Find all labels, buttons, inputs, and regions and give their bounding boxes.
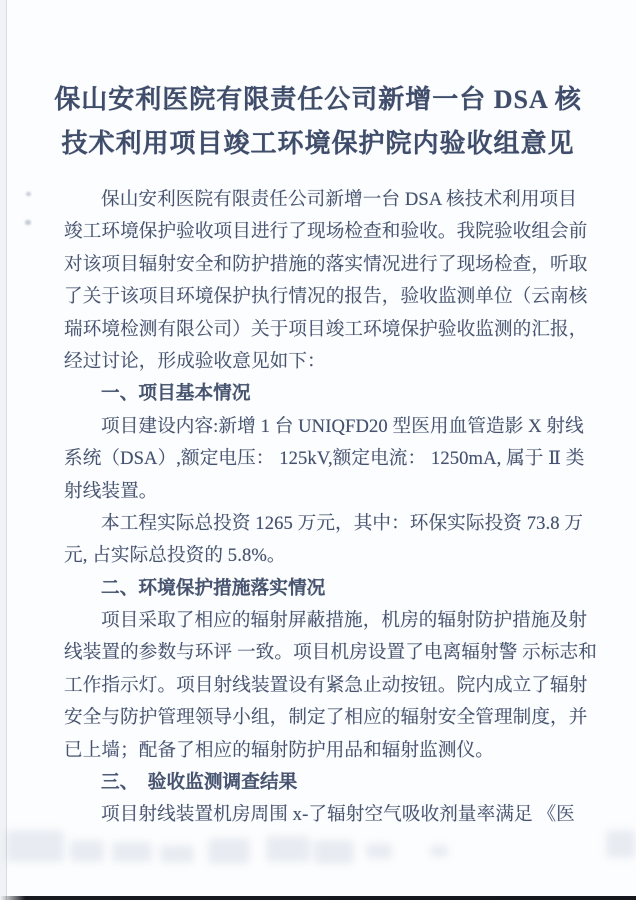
- body-line: 项目射线装置机房周围 x-了辐射空气吸收剂量率满足 《医: [101, 804, 575, 826]
- body-line: 经过讨论，形成验收意见如下：: [64, 350, 326, 372]
- scan-bleedthrough-artifact: [314, 840, 354, 864]
- document-title-line-2: 技术利用项目竣工环境保护院内验收组意见: [61, 129, 575, 158]
- body-line: 射线装置。: [64, 480, 158, 502]
- body-line: 工作指示灯。项目射线装置设有紧急止动按钮。院内成立了辐射: [64, 674, 588, 696]
- section-heading-1: 一、项目基本情况: [101, 383, 251, 405]
- body-line: 保山安利医院有限责任公司新增一台 DSA 核技术利用项目: [101, 189, 577, 210]
- body-line: 了关于该项目环境保护执行情况的报告，验收监测单位（云南核: [64, 286, 588, 308]
- scan-bleedthrough-artifact: [366, 843, 392, 859]
- document-title-line-1: 保山安利医院有限责任公司新增一台 DSA 核: [54, 85, 582, 114]
- section-heading-3: 三、 验收监测调查结果: [101, 772, 298, 794]
- scan-bleedthrough-artifact: [112, 842, 152, 862]
- document-title: [0, 0, 636, 166]
- body-line: 瑞环境检测有限公司）关于项目竣工环境保护验收监测的汇报，: [64, 318, 588, 340]
- body-line: 系统（DSA）,额定电压： 125kV,额定电流： 1250mA, 属于 Ⅱ 类: [64, 448, 585, 470]
- scan-bleedthrough-artifact: [430, 845, 448, 857]
- body-line: 本工程实际总投资 1265 万元，其中：环保实际投资 73.8 万: [101, 512, 584, 534]
- scan-bleedthrough-artifact: [160, 845, 194, 863]
- body-line: 项目建设内容:新增 1 台 UNIQFD20 型医用血管造影 X 射线: [101, 415, 584, 437]
- body-line: 线装置的参数与环评 一致。项目机房设置了电离辐射警 示标志和: [64, 642, 597, 664]
- body-line: 对该项目辐射安全和防护措施的落实情况进行了现场检查，听取: [64, 253, 588, 275]
- scan-ink-speck: [25, 220, 31, 225]
- body-line: 项目采取了相应的辐射屏蔽措施，机房的辐射防护措施及射: [101, 610, 588, 632]
- scan-bleedthrough-artifact: [208, 838, 250, 864]
- body-line: 安全与防护管理领导小组，制定了相应的辐射安全管理制度，并: [64, 707, 588, 729]
- body-line: 元, 占实际总投资的 5.8%。: [64, 545, 286, 567]
- scan-bleedthrough-artifact: [606, 830, 636, 858]
- scan-left-edge-artifact: [0, 0, 7, 900]
- body-line: 已上墙；配备了相应的辐射防护用品和辐射监测仪。: [64, 739, 494, 761]
- scan-bleedthrough-artifact: [70, 840, 104, 862]
- scan-ink-speck: [26, 192, 31, 196]
- scan-bleedthrough-artifact: [6, 830, 64, 862]
- section-heading-2: 二、环境保护措施落实情况: [101, 577, 326, 599]
- scan-bottom-edge-shadow: [0, 896, 636, 900]
- body-line: 竣工环境保护验收项目进行了现场检查和验收。我院验收组会前: [64, 221, 588, 243]
- document-body: [0, 184, 636, 832]
- scan-bleedthrough-artifact: [266, 836, 310, 862]
